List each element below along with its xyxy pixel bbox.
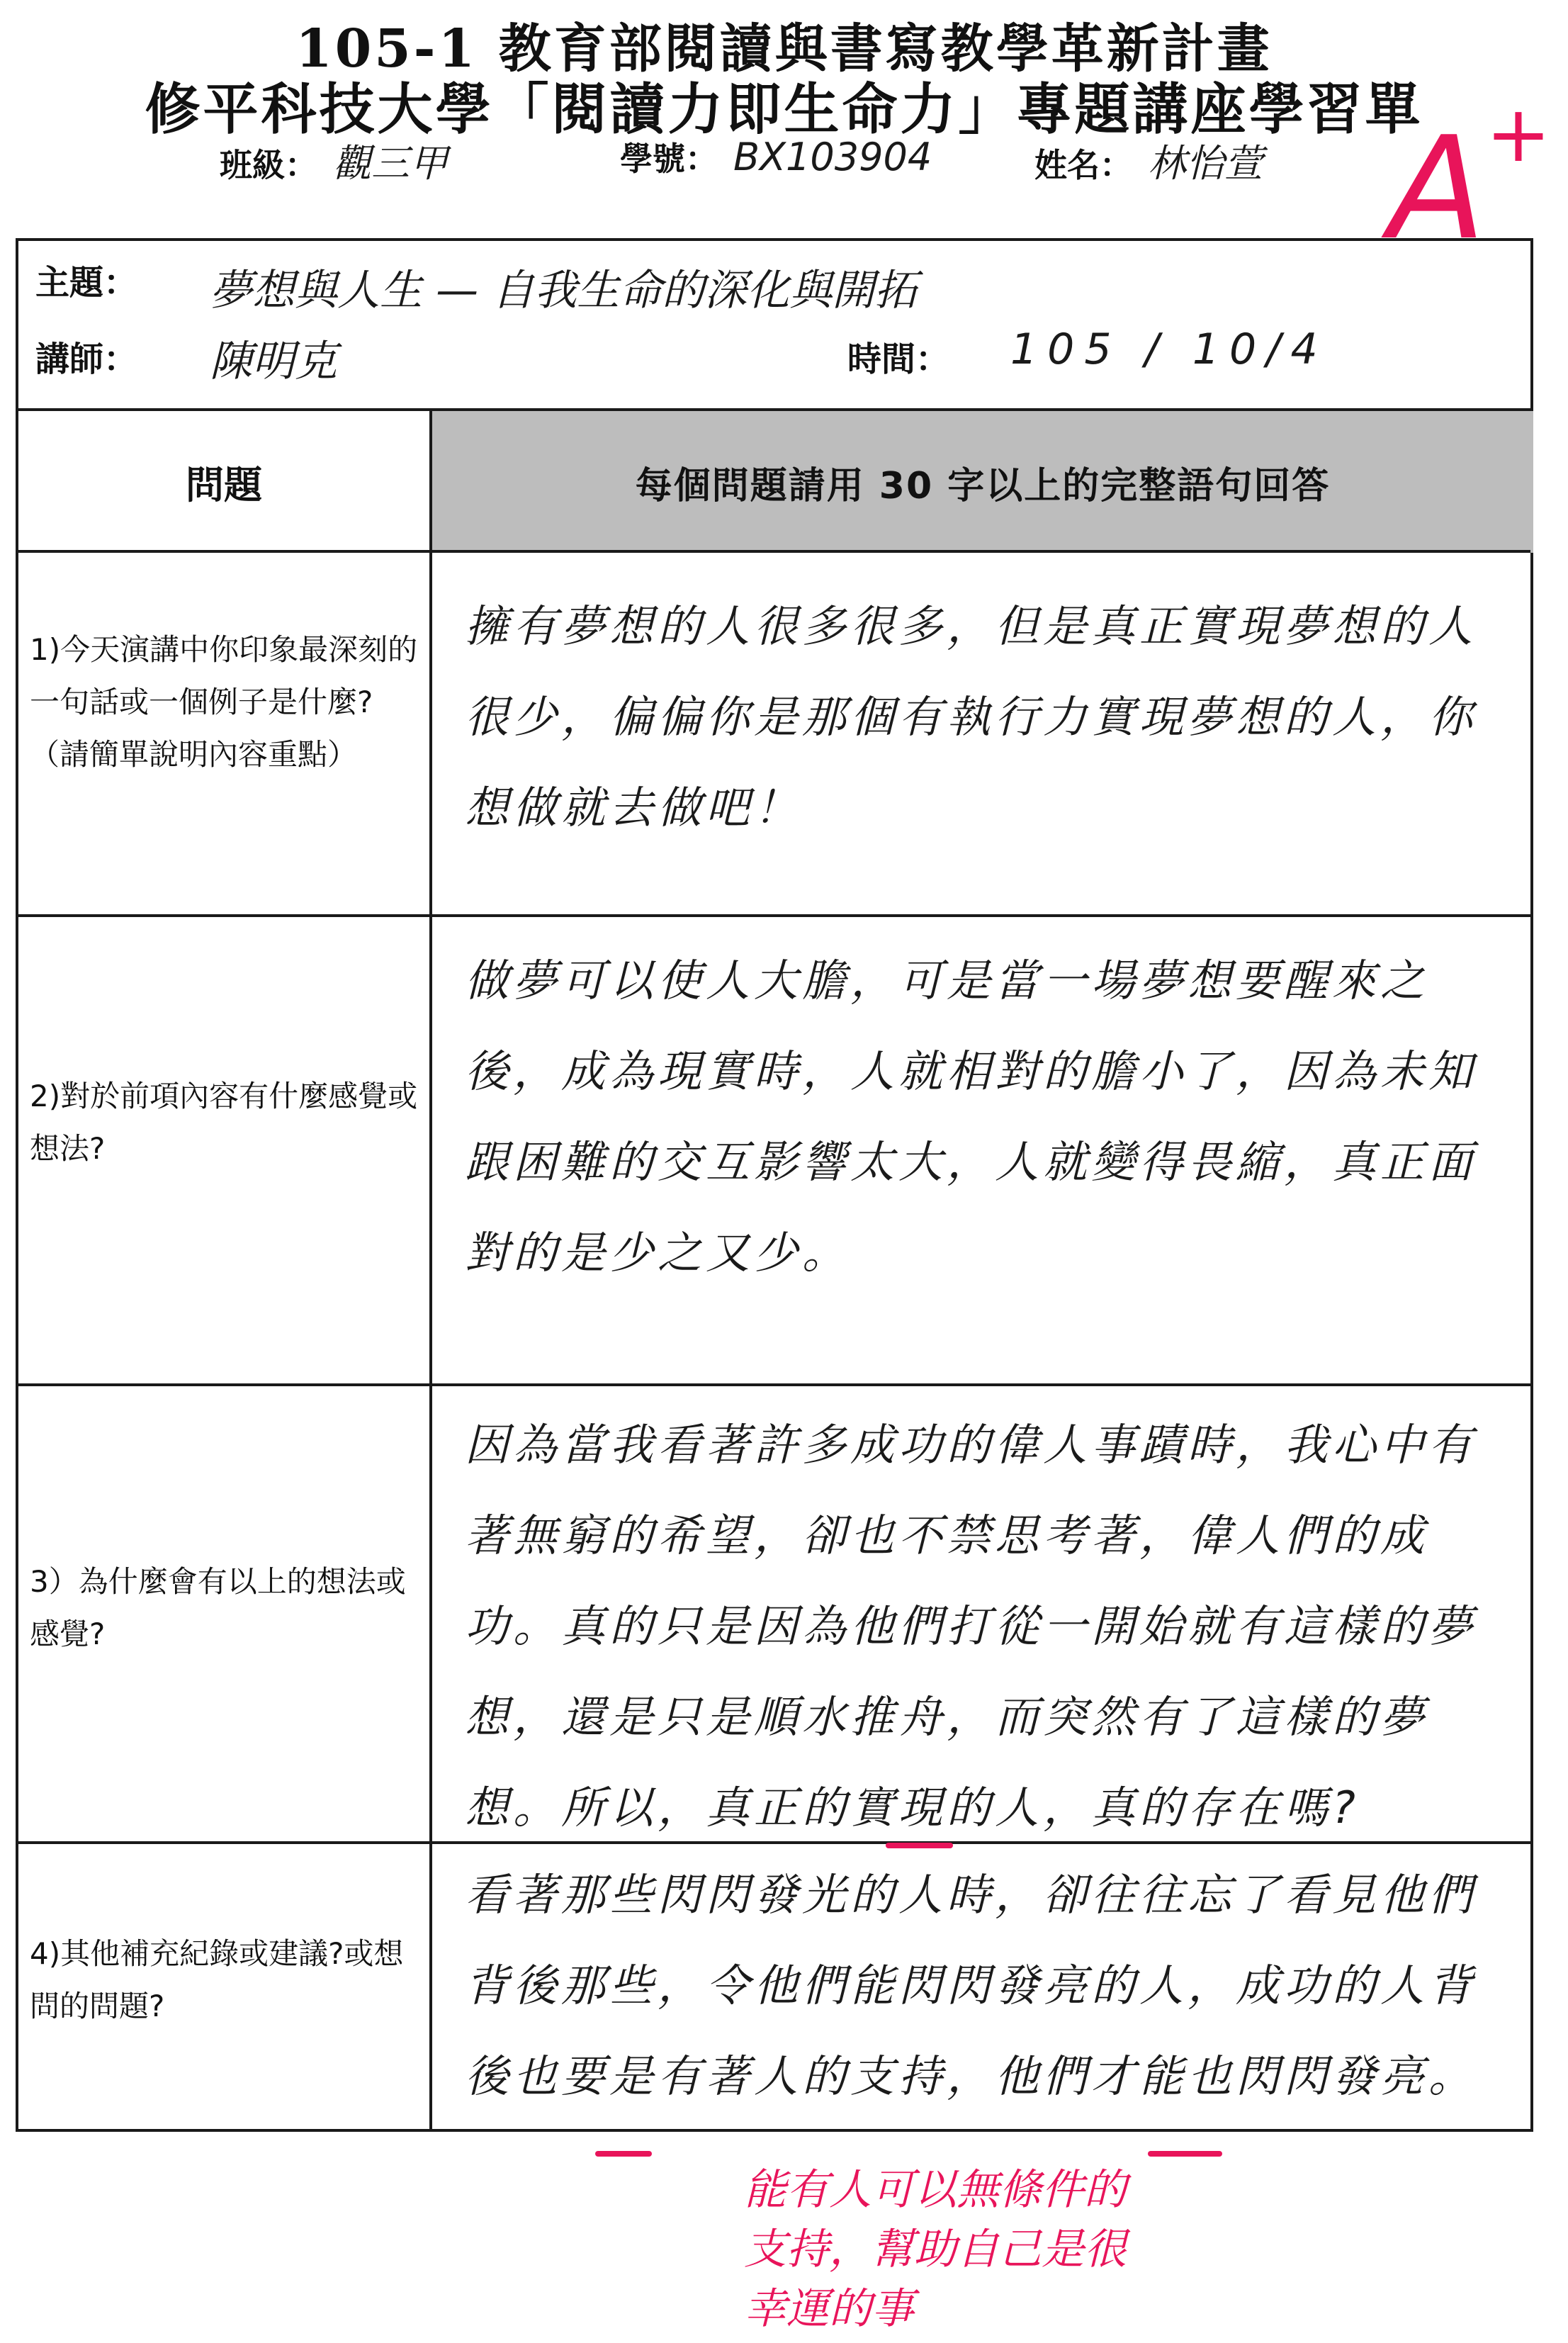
grade-plus: + [1485,89,1551,180]
speaker-value: 陳明克 [210,337,337,386]
time-label: 時間： [847,339,950,379]
time-value: 105 / 10/4 [1010,325,1328,374]
grade-letter: A [1389,106,1486,271]
student-id-field [620,133,932,180]
question-2: 2)對於前項內容有什麼感覺或想法? [30,1079,418,1166]
name-value: 林怡萱 [1148,141,1263,186]
divider [18,550,1530,553]
worksheet-table [16,238,1533,2132]
title-line-2: 修平科技大學「閱讀力即生命力」專題講座學習單 [145,77,1423,142]
class-field [220,133,448,188]
class-label: 班級： [220,146,317,184]
column-header-answer: 每個問題請用 30 字以上的完整語句回答 [432,411,1533,553]
divider [18,1841,1530,1844]
name-label: 姓名： [1034,146,1132,184]
question-1: 1)今天演講中你印象最深刻的一句話或一個例子是什麼?（請簡單說明內容重點） [30,632,418,772]
answer-1: 擁有夢想的人很多很多，但是真正實現夢想的人很少，偏偏你是那個有執行力實現夢想的人，你想做就去做吧！ [465,600,1477,833]
class-value: 觀三甲 [333,141,448,186]
question-4: 4)其他補充紀錄或建議?或想問的問題? [30,1936,404,2023]
teacher-comment: 能有人可以無條件的支持，幫助自己是很幸運的事 [744,2165,1127,2334]
answer-3: 因為當我看著許多成功的偉人事蹟時，我心中有著無窮的希望，卻也不禁思考著，偉人們的成功。真的只是因為他們打從一開始就有這樣的夢想，還是只是順水推舟，而突然有了這樣的夢想。所以，真正的實現的人，真的存在嗎? [465,1419,1477,1833]
divider [18,1383,1530,1386]
answer-2: 做夢可以使人大膽，可是當一場夢想要醒來之後，成為現實時，人就相對的膽小了，因為未知跟困難的交互影響太大，人就變得畏縮，真正面對的是少之又少。 [465,955,1477,1279]
teacher-underline-mark [886,1843,953,1848]
student-id-label: 學號： [620,140,718,178]
student-id-value: BX103904 [733,135,932,179]
column-divider [429,411,432,2132]
column-header-question: 問題 [186,462,262,507]
name-field [1034,133,1263,188]
answer-4: 看著那些閃閃發光的人時，卻往往忘了看見他們背後那些，令他們能閃閃發亮的人，成功的人背後也要是有著人的支持，他們才能也閃閃發亮。 [465,1869,1477,2102]
topic-value: 夢想與人生 — 自我生命的深化與開拓 [210,266,918,315]
divider [18,914,1530,917]
topic-label: 主題： [35,263,138,303]
question-3: 3）為什麼會有以上的想法或感覺? [30,1564,406,1651]
teacher-underline-mark [1148,2151,1222,2157]
teacher-underline-mark [595,2151,652,2157]
speaker-label: 講師： [35,339,138,379]
title-line-1: 105-1 教育部閱讀與書寫教學革新計畫 [295,18,1273,79]
